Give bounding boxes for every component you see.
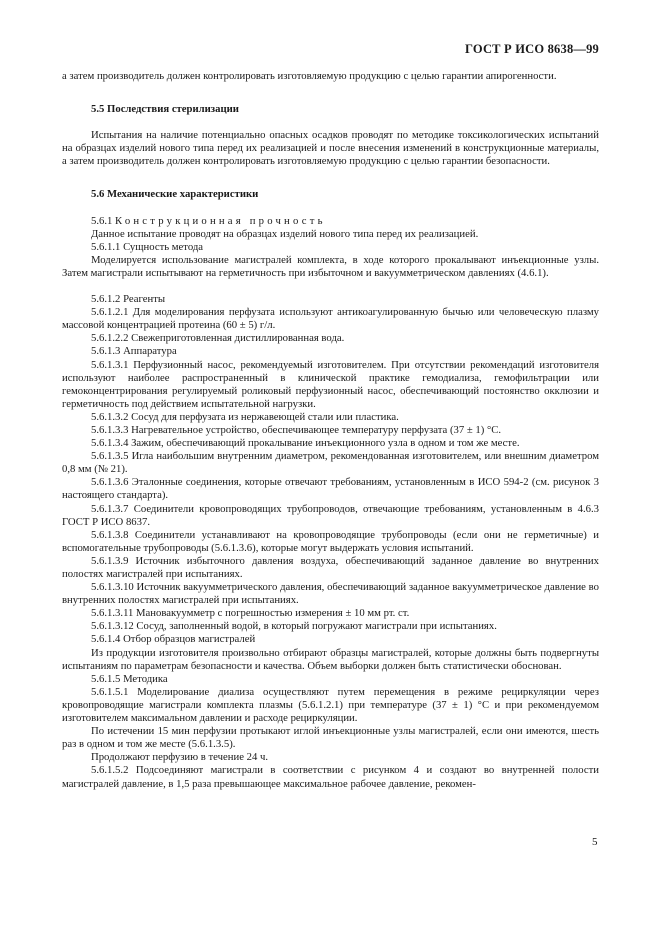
paragraph: Моделируется использование магистралей комплекта, в ходе которого прокалывают инъекционные узлы. Затем магистрали испытывают на герметичность при избыточном и вакуумметрическом давлениях (4.6.1).: [62, 253, 599, 279]
paragraph: 5.6.1.4 Отбор образцов магистралей: [91, 633, 256, 646]
paragraph: 5.6.1.3.7 Соединители кровопроводящих трубопроводов, отвечающие требованиям, установленным в 4.6.3 ГОСТ Р ИСО 8637.: [62, 502, 599, 528]
paragraph: Из продукции изготовителя произвольно отбирают образцы магистралей, которые должны быть подвергнуты испытаниям по параметрам безопасности и качества. Объем выборки должен быть статистически обоснован.: [62, 646, 599, 672]
paragraph: 5.6.1.3.11 Мановакуумметр с погрешностью измерения ± 10 мм рт. ст.: [91, 607, 410, 620]
paragraph: 5.6.1.3.9 Источник избыточного давления воздуха, обеспечивающий заданное давление во внутренних полостях магистралей при испытаниях.: [62, 554, 599, 580]
clause-title-spaced: Конструкционная прочность: [115, 214, 326, 227]
standard-header: ГОСТ Р ИСО 8638—99: [465, 42, 599, 56]
page-number: 5: [592, 836, 598, 848]
paragraph: 5.6.1.3.8 Соединители устанавливают на кровопроводящие трубопроводы (если они не герметичные) и вспомогательные трубопроводы (5.6.1.3.6), которые могут выдержать условия испытаний.: [62, 528, 599, 554]
paragraph: 5.6.1.3.5 Игла наибольшим внутренним диаметром, рекомендованная изготовителем, или внешним диаметром 0,8 мм (№ 21).: [62, 450, 599, 476]
section-heading-5-6: 5.6 Механические характеристики: [91, 188, 259, 201]
paragraph: 5.6.1.3.12 Сосуд, заполненный водой, в который погружают магистрали при испытаниях.: [91, 620, 497, 633]
paragraph: 5.6.1.2.1 Для моделирования перфузата используют антикоагулированную бычью или человеческую плазму массовой концентрацией протеина (60 ± 5) г/л.: [62, 306, 599, 332]
paragraph: 5.6.1.3.2 Сосуд для перфузата из нержавеющей стали или пластика.: [91, 410, 399, 423]
paragraph: 5.6.1.3.6 Эталонные соединения, которые отвечают требованиям, установленным в ИСО 594-2 (см. рисунок 3 настоящего стандарта).: [62, 476, 599, 502]
paragraph: 5.6.1.2.2 Свежеприготовленная дистиллированная вода.: [91, 332, 345, 345]
paragraph: 5.6.1.3.4 Зажим, обеспечивающий прокалывание инъекционного узла в одном и том же месте.: [91, 437, 520, 450]
paragraph: Продолжают перфузию в течение 24 ч.: [91, 751, 269, 764]
paragraph: 5.6.1.3 Аппаратура: [91, 345, 177, 358]
clause-5-6-1: [62, 215, 599, 228]
document-body: [62, 70, 599, 791]
paragraph: 5.6.1.5.1 Моделирование диализа осуществляют путем перемещения в режиме рециркуляции через кровопроводящие магистрали комплекта плазмы (5.6.1.2.1) при температуре (37 ± 1) °С и при рекомендуемом изготовителем максимальном давлении и расходе рециркуляции.: [62, 685, 599, 725]
paragraph: Данное испытание проводят на образцах изделий нового типа перед их реализацией.: [91, 227, 479, 240]
section-heading-5-5: 5.5 Последствия стерилизации: [91, 103, 239, 116]
paragraph: 5.6.1.3.10 Источник вакуумметрического давления, обеспечивающий заданное вакуумметрическое давление во внутренних полостях магистралей при испытаниях.: [62, 581, 599, 607]
paragraph: 5.6.1.2 Реагенты: [91, 293, 166, 306]
paragraph: 5.6.1.1 Сущность метода: [91, 240, 204, 253]
clause-number: 5.6.1: [91, 214, 113, 227]
paragraph: Испытания на наличие потенциально опасных осадков проводят по методике токсикологических испытаний на образцах изделий нового типа перед их реализацией и после внесения изменений в конструкционные материалы, а затем производитель должен контролировать изготовляемую продукцию с целью гарантии безопасности.: [62, 129, 599, 168]
paragraph-continuation: а затем производитель должен контролировать изготовляемую продукцию с целью гарантии апирогенности.: [62, 70, 557, 82]
paragraph: 5.6.1.5 Методика: [91, 672, 168, 685]
paragraph: 5.6.1.3.1 Перфузионный насос, рекомендуемый изготовителем. При отсутствии рекомендаций изготовителя используют наиболее распространенный в клинической практике гемодиализа, гемофильтрации или гемоконцентрирования регулируемый роликовый перфузионный насос, обеспечивающий постоянство окклюзии и герметичность под действием испытательной нагрузки.: [62, 358, 599, 410]
paragraph: 5.6.1.3.3 Нагревательное устройство, обеспечивающее температуру перфузата (37 ± 1) °С.: [91, 423, 502, 436]
paragraph: По истечении 15 мин перфузии протыкают иглой инъекционные узлы магистралей, если они имеются, шесть раз в одном и том же месте (5.6.1.3.5).: [62, 725, 599, 751]
paragraph: 5.6.1.5.2 Подсоединяют магистрали в соответствии с рисунком 4 и создают во внутренней полости магистралей давление, в 1,5 раза превышающее максимальное рабочее давление, рекомен-: [62, 764, 599, 790]
